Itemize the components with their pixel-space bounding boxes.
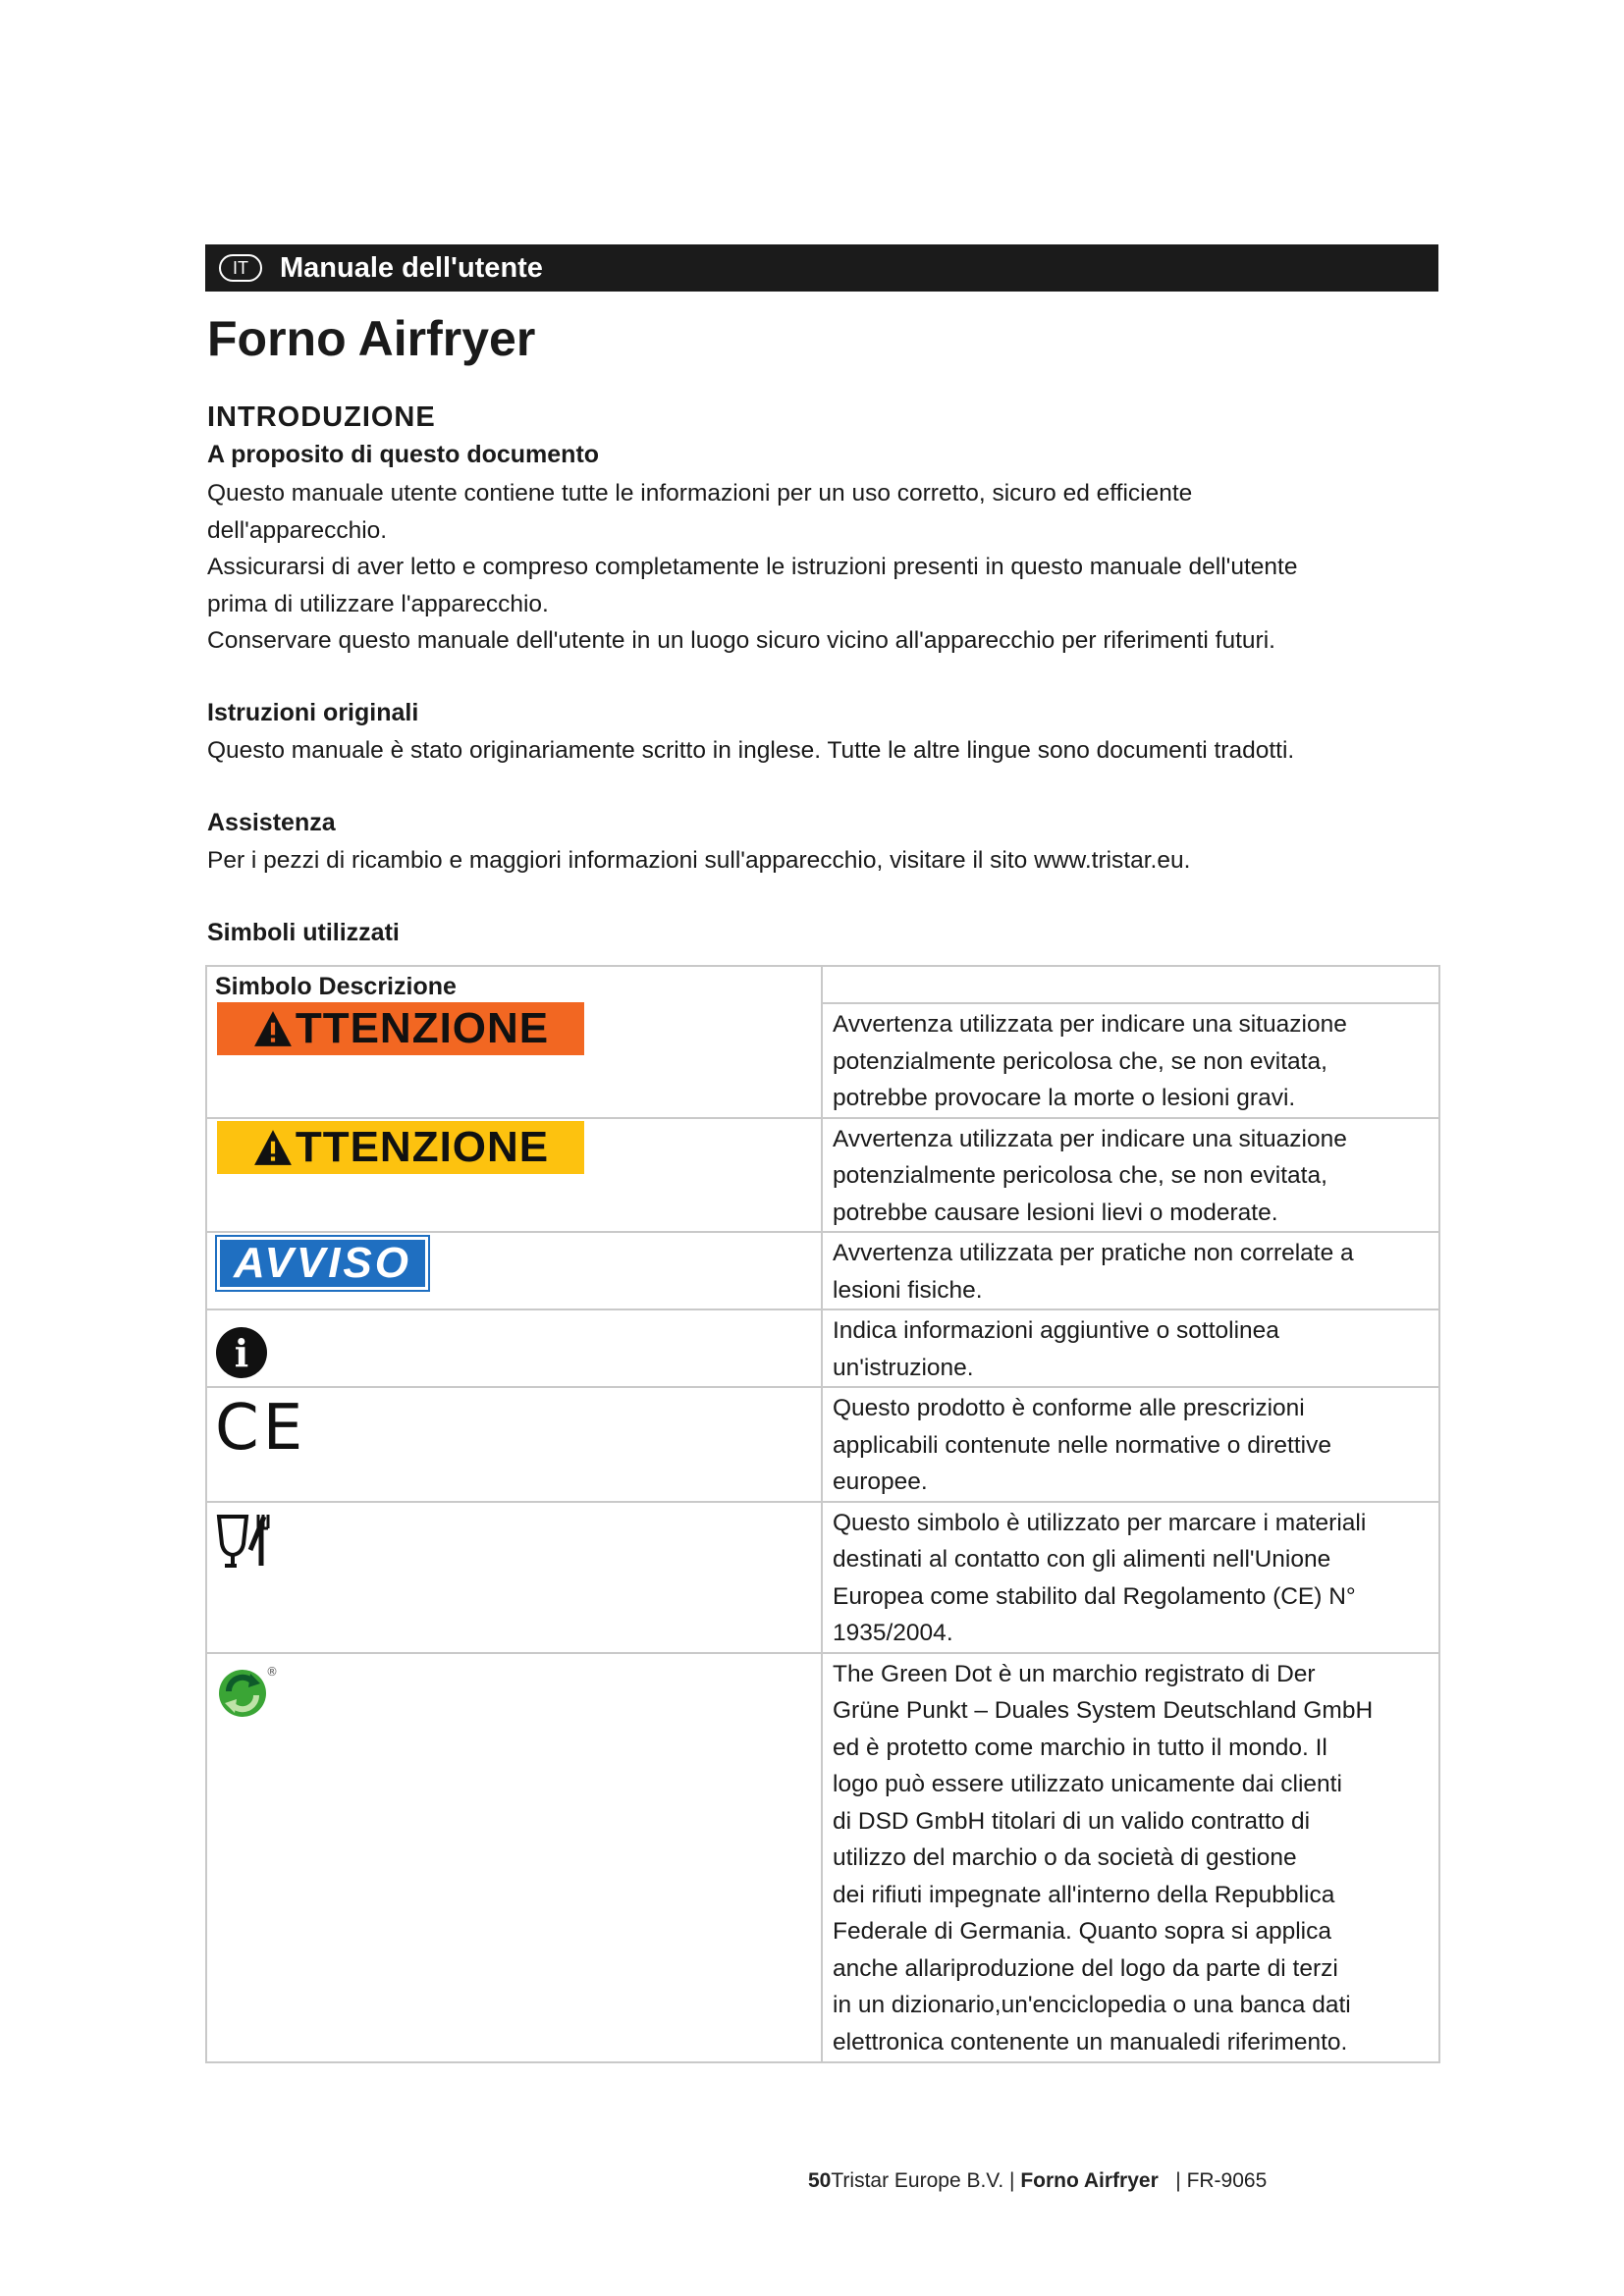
text-line: logo può essere utilizzato unicamente dai clienti <box>833 1771 1342 1797</box>
header-title: Manuale dell'utente <box>280 251 543 284</box>
page-number: 50 <box>808 2169 832 2192</box>
ce-mark-icon <box>215 1392 307 1465</box>
text-line: Questo prodotto è conforme alle prescrizioni <box>833 1395 1305 1421</box>
footer-separator: | <box>1003 2169 1021 2192</box>
symbol-cell-ce <box>206 1387 822 1502</box>
subheading-original-instructions: Istruzioni originali <box>207 699 419 726</box>
notice-signal-word: AVVISO <box>217 1237 428 1290</box>
assistance-paragraph: Per i pezzi di ricambio e maggiori informazioni sull'apparecchio, visitare il sito www.tristar.eu. <box>207 847 1191 874</box>
about-paragraph <box>207 475 1444 660</box>
text-line: Avvertenza utilizzata per indicare una situazione <box>833 1125 1347 1152</box>
text-line: Questo manuale utente contiene tutte le informazioni per un uso corretto, sicuro ed efficiente <box>207 480 1193 507</box>
text-line: Conservare questo manuale dell'utente in un luogo sicuro vicino all'apparecchio per riferimenti futuri. <box>207 627 1275 654</box>
description-cell-food-contact <box>822 1502 1439 1653</box>
warning-triangle-icon <box>252 1008 294 1049</box>
text-line: europee. <box>833 1468 928 1495</box>
text-line: in un dizionario,un'enciclopedia o una banca dati <box>833 1992 1351 2018</box>
description-cell-notice <box>822 1232 1439 1309</box>
footer-product: Forno Airfryer <box>1020 2169 1159 2192</box>
text-line: Grüne Punkt – Duales System Deutschland GmbH <box>833 1697 1374 1724</box>
subheading-assistance: Assistenza <box>207 809 336 836</box>
text-line: dell'apparecchio. <box>207 516 388 544</box>
warning-triangle-icon <box>252 1127 294 1168</box>
footer-company: Tristar Europe B.V. <box>831 2169 1004 2192</box>
text-line: Assicurarsi di aver letto e compreso completamente le istruzioni presenti in questo manuale dell'utente <box>207 554 1298 580</box>
caution-signal-word: TTENZIONE <box>217 1121 584 1174</box>
subheading-symbols: Simboli utilizzati <box>207 919 400 946</box>
description-cell-caution <box>822 1118 1439 1233</box>
table-header-empty-cell <box>822 966 1439 1003</box>
text-line: Indica informazioni aggiuntive o sottolinea <box>833 1317 1279 1344</box>
text-line: Federale di Germania. Quanto sopra si applica <box>833 1918 1331 1945</box>
text-line: Europea come stabilito dal Regolamento (CE) N° <box>833 1582 1356 1610</box>
info-icon <box>215 1326 268 1379</box>
description-cell-info <box>822 1309 1439 1387</box>
text-line: Questo simbolo è utilizzato per marcare i materiali <box>833 1509 1367 1536</box>
section-heading-introduction: INTRODUZIONE <box>207 401 436 433</box>
page-footer <box>808 2169 1267 2193</box>
text-line: prima di utilizzare l'apparecchio. <box>207 590 549 617</box>
symbol-cell-info <box>206 1309 822 1387</box>
green-dot-icon <box>215 1662 284 1721</box>
text-line: elettronica contenente un manualedi riferimento. <box>833 2028 1348 2056</box>
document-title: Forno Airfryer <box>207 311 536 366</box>
text-line: potrebbe provocare la morte o lesioni gravi. <box>833 1085 1296 1111</box>
svg-text:CE: CE <box>215 1392 307 1465</box>
symbol-cell-danger <box>206 966 822 1118</box>
description-cell-green-dot <box>822 1653 1439 2062</box>
symbol-cell-notice <box>206 1232 822 1309</box>
footer-model: FR-9065 <box>1186 2169 1268 2192</box>
footer-separator: | <box>1158 2169 1187 2192</box>
subheading-about-document: A proposito di questo documento <box>207 441 600 468</box>
text-line: di DSD GmbH titolari di un valido contratto di <box>833 1807 1311 1835</box>
symbol-cell-caution <box>206 1118 822 1233</box>
danger-signal-word: TTENZIONE <box>217 1002 584 1055</box>
text-line: dei rifiuti impegnate all'interno della Repubblica <box>833 1881 1335 1908</box>
text-line: ed è protetto come marchio in tutto il mondo. Il <box>833 1734 1327 1761</box>
description-cell-ce <box>822 1387 1439 1502</box>
text-line: Avvertenza utilizzata per pratiche non correlate a <box>833 1240 1354 1266</box>
symbol-cell-green-dot <box>206 1653 822 2062</box>
original-paragraph: Questo manuale è stato originariamente scritto in inglese. Tutte le altre lingue sono documenti tradotti. <box>207 737 1295 764</box>
text-line: applicabili contenute nelle normative o direttive <box>833 1431 1331 1459</box>
text-line: un'istruzione. <box>833 1354 974 1381</box>
header-bar <box>205 244 1438 292</box>
symbol-cell-food-contact <box>206 1502 822 1653</box>
description-cell-danger <box>822 1003 1439 1118</box>
text-line: 1935/2004. <box>833 1620 953 1646</box>
text-line: destinati al contatto con gli alimenti nell'Unione <box>833 1546 1331 1573</box>
language-badge: IT <box>219 254 262 282</box>
symbols-table <box>205 965 1440 2063</box>
text-line: Avvertenza utilizzata per indicare una situazione <box>833 1011 1347 1038</box>
svg-text:®: ® <box>266 1664 278 1679</box>
table-header-label: Simbolo Descrizione <box>215 973 457 1000</box>
text-line: utilizzo del marchio o da società di gestione <box>833 1844 1297 1871</box>
text-line: The Green Dot è un marchio registrato di Der <box>833 1660 1316 1687</box>
svg-text:i: i <box>234 1331 249 1375</box>
glass-fork-icon <box>215 1511 274 1570</box>
text-line: anche allariproduzione del logo da parte di terzi <box>833 1954 1338 1982</box>
text-line: lesioni fisiche. <box>833 1276 983 1304</box>
text-line: potrebbe causare lesioni lievi o moderate. <box>833 1199 1278 1226</box>
text-line: potenzialmente pericolosa che, se non evitata, <box>833 1162 1327 1189</box>
text-line: potenzialmente pericolosa che, se non evitata, <box>833 1047 1327 1075</box>
